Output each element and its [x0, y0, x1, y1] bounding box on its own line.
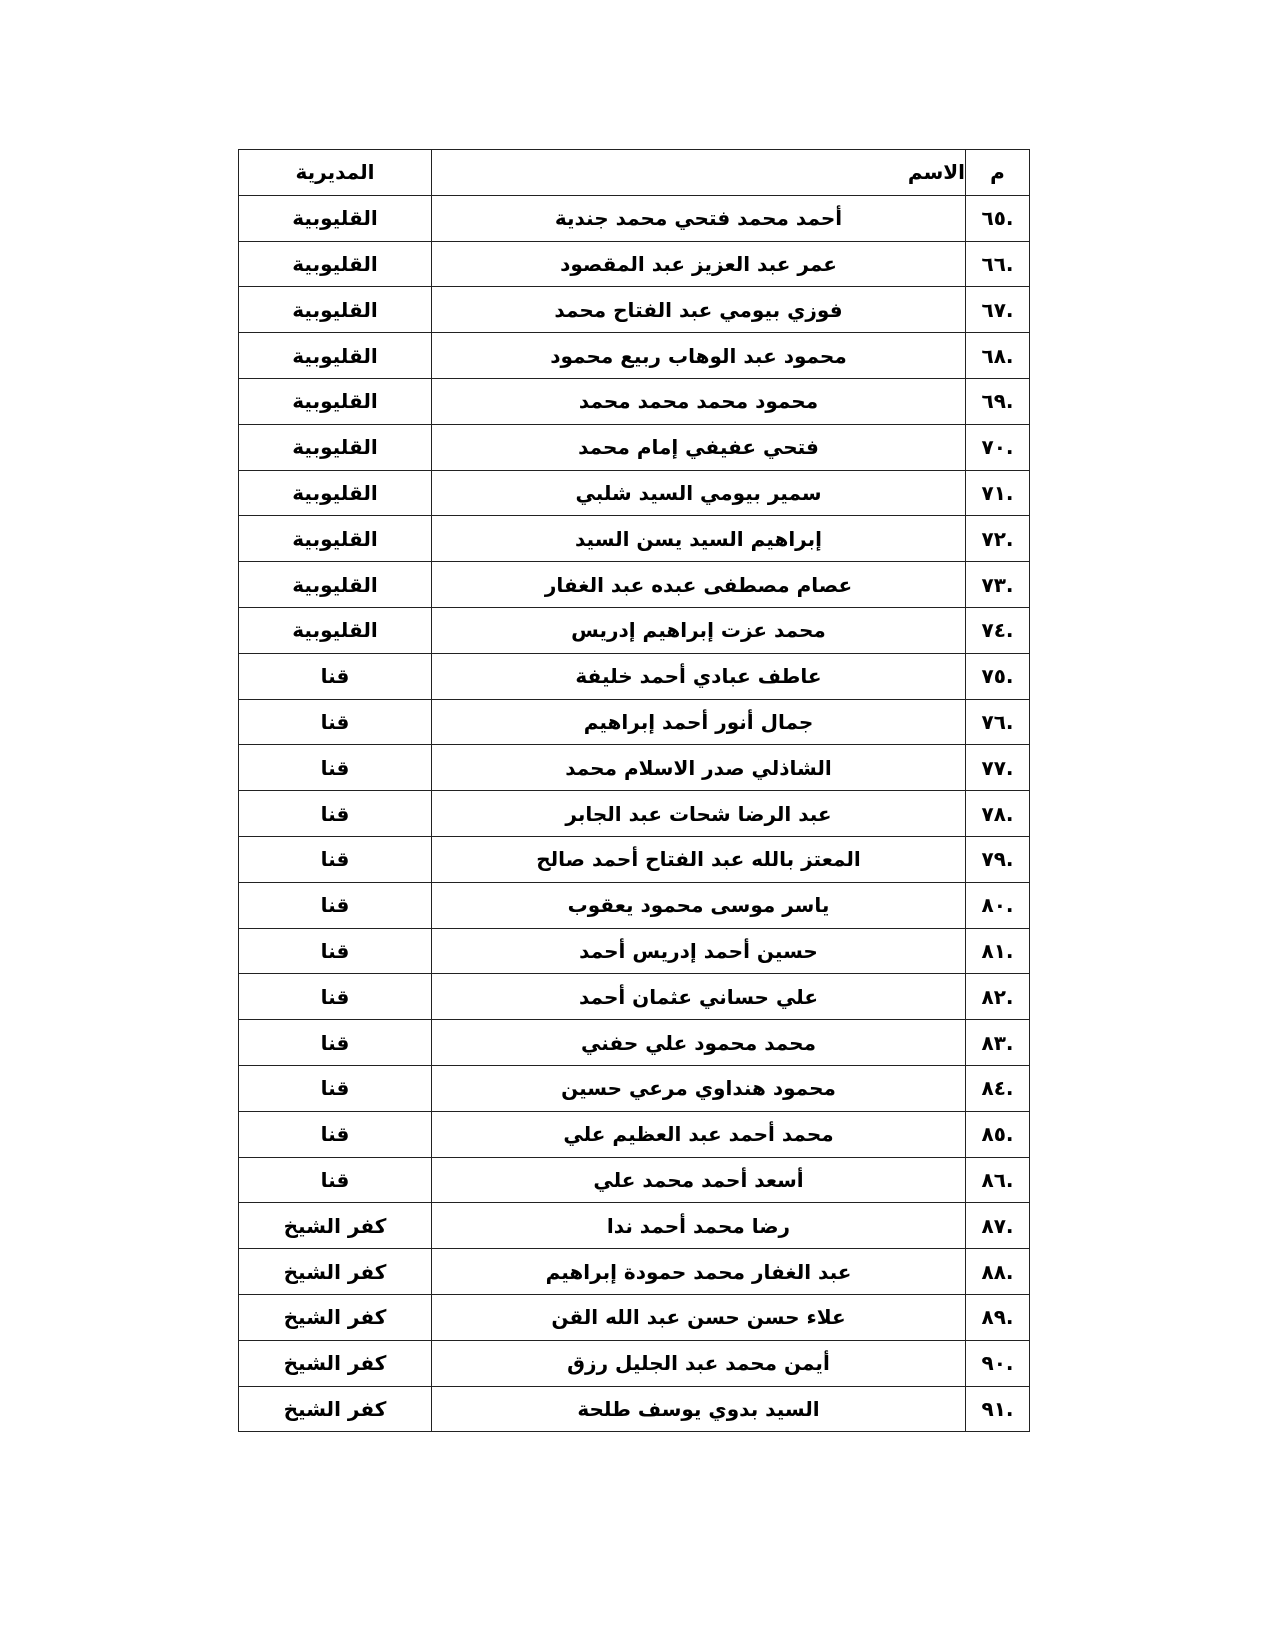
table-body — [239, 195, 1030, 1432]
row-number: .٨٧ — [966, 1203, 1030, 1249]
header-directorate: المديرية — [239, 150, 432, 196]
row-name: رضا محمد أحمد ندا — [432, 1203, 966, 1249]
row-number: .٧٢ — [966, 516, 1030, 562]
row-name: المعتز بالله عبد الفتاح أحمد صالح — [432, 836, 966, 882]
row-name: أيمن محمد عبد الجليل رزق — [432, 1340, 966, 1386]
row-name: أسعد أحمد محمد علي — [432, 1157, 966, 1203]
row-directorate: القليوبية — [239, 562, 432, 608]
row-number: .٨٤ — [966, 1065, 1030, 1111]
row-directorate: قنا — [239, 1065, 432, 1111]
row-name: جمال أنور أحمد إبراهيم — [432, 699, 966, 745]
row-directorate: كفر الشيخ — [239, 1249, 432, 1295]
table-row — [239, 424, 1030, 470]
row-name: عاطف عبادي أحمد خليفة — [432, 653, 966, 699]
table-row — [239, 791, 1030, 837]
row-name: سمير بيومي السيد شلبي — [432, 470, 966, 516]
table-header-row — [239, 150, 1030, 196]
row-directorate: قنا — [239, 653, 432, 699]
table-row — [239, 1294, 1030, 1340]
row-name: عمر عبد العزيز عبد المقصود — [432, 241, 966, 287]
row-directorate: القليوبية — [239, 470, 432, 516]
table-row — [239, 241, 1030, 287]
row-directorate: كفر الشيخ — [239, 1340, 432, 1386]
table-row — [239, 470, 1030, 516]
row-directorate: القليوبية — [239, 516, 432, 562]
row-directorate: القليوبية — [239, 195, 432, 241]
row-number: .٦٥ — [966, 195, 1030, 241]
row-number: .٨٥ — [966, 1111, 1030, 1157]
table-row — [239, 882, 1030, 928]
row-directorate: القليوبية — [239, 424, 432, 470]
table-row — [239, 974, 1030, 1020]
table-row — [239, 1020, 1030, 1066]
table-row — [239, 745, 1030, 791]
row-number: .٧٥ — [966, 653, 1030, 699]
row-number: .٧٤ — [966, 607, 1030, 653]
row-number: .٨٦ — [966, 1157, 1030, 1203]
row-name: محمود محمد محمد محمد — [432, 378, 966, 424]
table-row — [239, 653, 1030, 699]
table-row — [239, 195, 1030, 241]
row-number: .٧١ — [966, 470, 1030, 516]
row-name: علي حساني عثمان أحمد — [432, 974, 966, 1020]
row-directorate: القليوبية — [239, 241, 432, 287]
row-directorate: قنا — [239, 699, 432, 745]
row-name: أحمد محمد فتحي محمد جندية — [432, 195, 966, 241]
row-name: عبد الغفار محمد حمودة إبراهيم — [432, 1249, 966, 1295]
names-table — [238, 149, 1030, 1432]
row-number: .٧٧ — [966, 745, 1030, 791]
row-directorate: كفر الشيخ — [239, 1294, 432, 1340]
row-directorate: قنا — [239, 1020, 432, 1066]
row-name: فوزي بيومي عبد الفتاح محمد — [432, 287, 966, 333]
row-number: .٦٧ — [966, 287, 1030, 333]
row-number: .٩١ — [966, 1386, 1030, 1432]
table-row — [239, 516, 1030, 562]
row-number: .٨٢ — [966, 974, 1030, 1020]
row-directorate: قنا — [239, 791, 432, 837]
row-directorate: القليوبية — [239, 378, 432, 424]
row-number: .٧٩ — [966, 836, 1030, 882]
row-number: .٧٨ — [966, 791, 1030, 837]
row-number: .٦٩ — [966, 378, 1030, 424]
row-name: عبد الرضا شحات عبد الجابر — [432, 791, 966, 837]
row-number: .٨٨ — [966, 1249, 1030, 1295]
row-name: إبراهيم السيد يسن السيد — [432, 516, 966, 562]
row-directorate: قنا — [239, 882, 432, 928]
row-number: .٧٠ — [966, 424, 1030, 470]
row-directorate: قنا — [239, 928, 432, 974]
table-row — [239, 1249, 1030, 1295]
row-directorate: قنا — [239, 745, 432, 791]
header-num: م — [966, 150, 1030, 196]
row-name: عصام مصطفى عبده عبد الغفار — [432, 562, 966, 608]
row-name: محمود هنداوي مرعي حسين — [432, 1065, 966, 1111]
row-name: الشاذلي صدر الاسلام محمد — [432, 745, 966, 791]
row-directorate: قنا — [239, 1157, 432, 1203]
table-row — [239, 1386, 1030, 1432]
table-row — [239, 928, 1030, 974]
row-name: محمود عبد الوهاب ربيع محمود — [432, 333, 966, 379]
row-directorate: القليوبية — [239, 287, 432, 333]
table-row — [239, 1203, 1030, 1249]
table-row — [239, 378, 1030, 424]
row-directorate: قنا — [239, 974, 432, 1020]
row-directorate: القليوبية — [239, 333, 432, 379]
row-number: .٨٠ — [966, 882, 1030, 928]
table-row — [239, 287, 1030, 333]
row-name: حسين أحمد إدريس أحمد — [432, 928, 966, 974]
row-name: السيد بدوي يوسف طلحة — [432, 1386, 966, 1432]
header-name: الاسم — [432, 150, 966, 196]
row-number: .٧٦ — [966, 699, 1030, 745]
row-number: .٦٨ — [966, 333, 1030, 379]
row-directorate: كفر الشيخ — [239, 1386, 432, 1432]
row-number: .٨١ — [966, 928, 1030, 974]
row-number: .٦٦ — [966, 241, 1030, 287]
row-name: محمد أحمد عبد العظيم علي — [432, 1111, 966, 1157]
row-number: .٨٣ — [966, 1020, 1030, 1066]
table-row — [239, 1065, 1030, 1111]
row-number: .٩٠ — [966, 1340, 1030, 1386]
table-row — [239, 699, 1030, 745]
row-number: .٧٣ — [966, 562, 1030, 608]
row-name: ياسر موسى محمود يعقوب — [432, 882, 966, 928]
row-name: فتحي عفيفي إمام محمد — [432, 424, 966, 470]
row-name: محمد عزت إبراهيم إدريس — [432, 607, 966, 653]
row-directorate: قنا — [239, 1111, 432, 1157]
table-row — [239, 836, 1030, 882]
row-directorate: قنا — [239, 836, 432, 882]
table-row — [239, 1340, 1030, 1386]
row-name: علاء حسن حسن عبد الله القن — [432, 1294, 966, 1340]
row-number: .٨٩ — [966, 1294, 1030, 1340]
row-directorate: كفر الشيخ — [239, 1203, 432, 1249]
table-row — [239, 607, 1030, 653]
table-row — [239, 1157, 1030, 1203]
table-row — [239, 562, 1030, 608]
row-name: محمد محمود علي حفني — [432, 1020, 966, 1066]
row-directorate: القليوبية — [239, 607, 432, 653]
table-row — [239, 333, 1030, 379]
table-row — [239, 1111, 1030, 1157]
